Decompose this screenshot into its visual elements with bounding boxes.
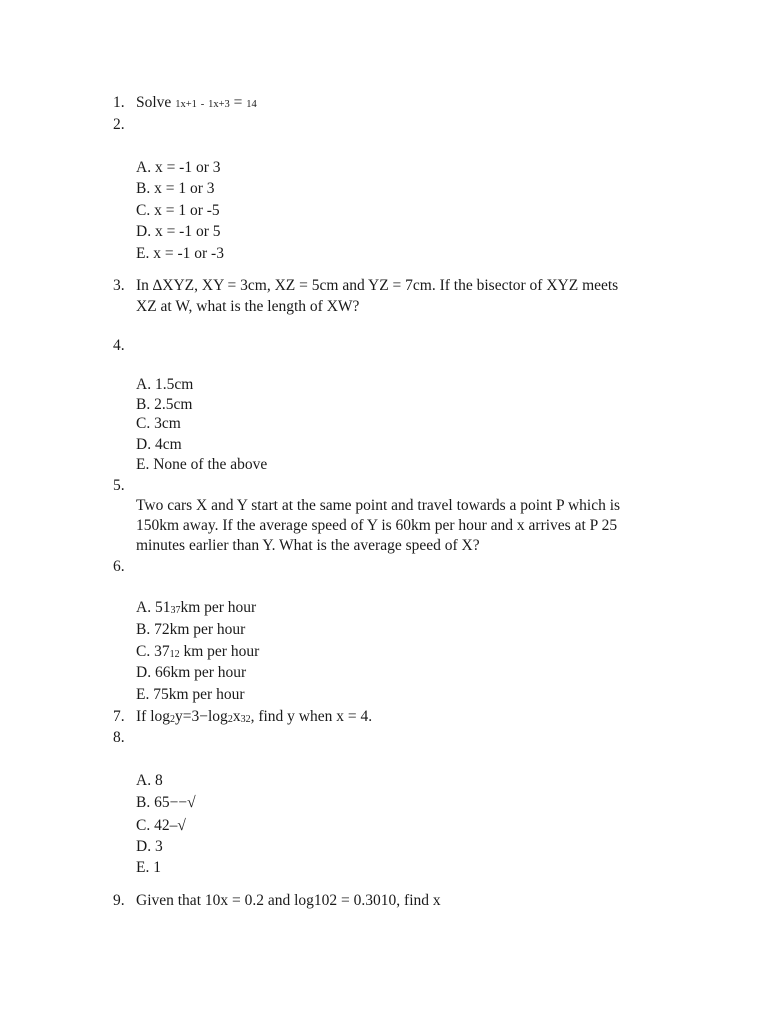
fraction-part: 37 — [170, 605, 181, 616]
question-number: 9. — [113, 892, 125, 909]
question-text: In ∆XYZ, XY = 3cm, XZ = 5cm and YZ = 7cm. If the bisector of XYZ meets — [136, 277, 619, 294]
equation-term: 1x+1 — [175, 99, 197, 110]
question-text: 150km away. If the average speed of Y is 60km per hour and x arrives at P 25 — [136, 517, 618, 534]
answer-option: D. 66km per hour — [136, 664, 247, 681]
answer-option: B. 65−−√ — [136, 794, 196, 811]
answer-option: E. x = -1 or -3 — [136, 245, 224, 262]
answer-option: D. x = -1 or 5 — [136, 223, 221, 240]
question-text: minutes earlier than Y. What is the average speed of X? — [136, 537, 480, 554]
question-text: Given that 10x = 0.2 and log102 = 0.3010, find x — [136, 892, 441, 909]
equation-term: 1x+3 — [208, 99, 230, 110]
question-number: 6. — [113, 558, 125, 575]
question-lead: Solve — [136, 94, 172, 111]
question-number: 7. — [113, 708, 125, 725]
equation-operator: - — [200, 99, 205, 110]
question-number: 4. — [113, 337, 125, 354]
answer-option: C. x = 1 or -5 — [136, 202, 220, 219]
question-number: 1. — [113, 94, 125, 111]
question-number: 8. — [113, 729, 125, 746]
equation-operator: = — [233, 94, 243, 111]
answer-option: A. 8 — [136, 772, 163, 789]
question-number: 2. — [113, 116, 125, 133]
question-number: 3. — [113, 277, 125, 294]
answer-option: C. 3712 km per hour — [136, 643, 260, 660]
answer-option: E. None of the above — [136, 456, 268, 473]
answer-option: B. x = 1 or 3 — [136, 180, 215, 197]
answer-option: B. 2.5cm — [136, 396, 193, 413]
answer-option: D. 3 — [136, 838, 163, 855]
fraction-part: 12 — [169, 649, 180, 660]
equation-term: 14 — [246, 99, 257, 110]
answer-option: C. 42–√ — [136, 817, 186, 834]
answer-option: A. 1.5cm — [136, 376, 194, 393]
question-text: Two cars X and Y start at the same point and travel towards a point P which is — [136, 497, 621, 514]
answer-option: E. 1 — [136, 859, 161, 876]
answer-option: E. 75km per hour — [136, 686, 245, 703]
question-text: If log2y=3−log2x32, find y when x = 4. — [136, 708, 373, 725]
answer-option: A. 5137km per hour — [136, 599, 257, 616]
answer-option: C. 3cm — [136, 415, 181, 432]
question-text: XZ at W, what is the length of XW? — [136, 298, 360, 315]
question-number: 5. — [113, 477, 125, 494]
answer-option: B. 72km per hour — [136, 621, 246, 638]
answer-option: D. 4cm — [136, 436, 182, 453]
answer-option: A. x = -1 or 3 — [136, 159, 221, 176]
